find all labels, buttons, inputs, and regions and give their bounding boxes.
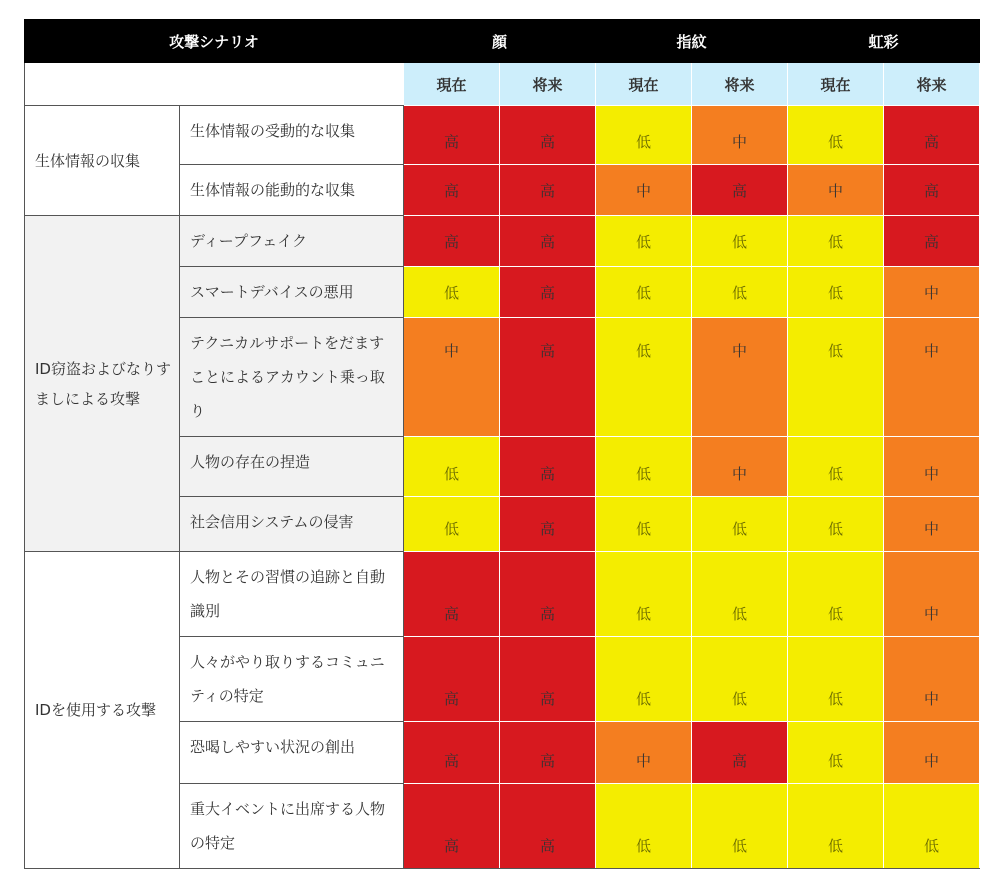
risk-level-cell: 高 [884,106,980,165]
risk-table [24,19,980,869]
risk-level-cell: 高 [884,216,980,267]
scenario-cell: 重大イベントに出席する人物の特定 [180,784,404,869]
risk-level-cell: 低 [692,784,788,869]
risk-level-cell: 中 [596,165,692,216]
subheader-blank [25,63,404,106]
risk-level-cell: 低 [404,437,500,497]
risk-level-cell: 低 [404,497,500,552]
subheader-cell: 将来 [884,63,980,106]
scenario-cell: 生体情報の受動的な収集 [180,106,404,165]
risk-level-cell: 低 [884,784,980,869]
category-cell: 生体情報の収集 [25,106,180,216]
risk-level-cell: 高 [404,784,500,869]
table-row [25,106,980,165]
scenario-cell: テクニカルサポートをだますことによるアカウント乗っ取り [180,318,404,437]
risk-level-cell: 低 [692,637,788,722]
risk-level-cell: 高 [404,216,500,267]
risk-level-cell: 低 [788,637,884,722]
scenario-cell: 社会信用システムの侵害 [180,497,404,552]
risk-level-cell: 中 [884,437,980,497]
risk-level-cell: 低 [596,784,692,869]
table-row [25,552,980,637]
risk-level-cell: 高 [500,437,596,497]
subheader-cell: 現在 [788,63,884,106]
risk-level-cell: 高 [500,318,596,437]
risk-level-cell: 低 [788,216,884,267]
risk-level-cell: 中 [788,165,884,216]
header-row [25,20,980,63]
risk-level-cell: 高 [404,637,500,722]
risk-level-cell: 低 [788,552,884,637]
scenario-cell: 生体情報の能動的な収集 [180,165,404,216]
category-cell: IDを使用する攻撃 [25,552,180,869]
scenario-cell: 人々がやり取りするコミュニティの特定 [180,637,404,722]
risk-level-cell: 低 [788,497,884,552]
risk-level-cell: 低 [788,267,884,318]
risk-level-cell: 中 [596,722,692,784]
subheader-cell: 現在 [596,63,692,106]
risk-level-cell: 高 [404,722,500,784]
risk-level-cell: 低 [788,106,884,165]
risk-level-cell: 低 [692,552,788,637]
risk-level-cell: 低 [596,267,692,318]
risk-level-cell: 高 [500,552,596,637]
risk-level-cell: 中 [692,437,788,497]
risk-table-container [24,19,979,869]
risk-level-cell: 高 [404,165,500,216]
risk-level-cell: 低 [788,722,884,784]
risk-level-cell: 低 [692,267,788,318]
table-body [25,106,980,869]
subheader-cell: 現在 [404,63,500,106]
scenario-header: 攻撃シナリオ [25,20,404,63]
risk-level-cell: 中 [404,318,500,437]
scenario-cell: 人物の存在の捏造 [180,437,404,497]
group-header-iris: 虹彩 [788,20,980,63]
table-row [25,216,980,267]
risk-level-cell: 中 [692,106,788,165]
risk-level-cell: 高 [692,722,788,784]
risk-level-cell: 中 [884,318,980,437]
risk-level-cell: 高 [404,552,500,637]
risk-level-cell: 高 [500,722,596,784]
risk-level-cell: 中 [692,318,788,437]
risk-level-cell: 低 [404,267,500,318]
risk-level-cell: 低 [596,106,692,165]
risk-level-cell: 低 [596,552,692,637]
group-header-fingerprint: 指紋 [596,20,788,63]
scenario-cell: 人物とその習慣の追跡と自動識別 [180,552,404,637]
risk-level-cell: 低 [692,497,788,552]
subheader-row [25,63,980,106]
risk-level-cell: 中 [884,497,980,552]
risk-level-cell: 低 [596,437,692,497]
risk-level-cell: 高 [500,106,596,165]
subheader-cell: 将来 [692,63,788,106]
scenario-cell: ディープフェイク [180,216,404,267]
risk-level-cell: 低 [596,497,692,552]
risk-level-cell: 高 [692,165,788,216]
group-header-face: 顔 [404,20,596,63]
risk-level-cell: 中 [884,722,980,784]
risk-level-cell: 低 [596,216,692,267]
risk-level-cell: 高 [500,216,596,267]
risk-level-cell: 低 [788,784,884,869]
scenario-cell: スマートデバイスの悪用 [180,267,404,318]
risk-level-cell: 低 [596,637,692,722]
risk-level-cell: 低 [596,318,692,437]
risk-level-cell: 高 [500,497,596,552]
subheader-cell: 将来 [500,63,596,106]
risk-level-cell: 中 [884,552,980,637]
category-cell: ID窃盗およびなりすましによる攻撃 [25,216,180,552]
risk-level-cell: 低 [788,318,884,437]
risk-level-cell: 高 [500,784,596,869]
risk-level-cell: 高 [884,165,980,216]
risk-level-cell: 高 [500,637,596,722]
risk-level-cell: 高 [500,267,596,318]
risk-level-cell: 中 [884,637,980,722]
risk-level-cell: 中 [884,267,980,318]
scenario-cell: 恐喝しやすい状況の創出 [180,722,404,784]
risk-level-cell: 低 [788,437,884,497]
risk-level-cell: 高 [404,106,500,165]
risk-level-cell: 高 [500,165,596,216]
risk-level-cell: 低 [692,216,788,267]
